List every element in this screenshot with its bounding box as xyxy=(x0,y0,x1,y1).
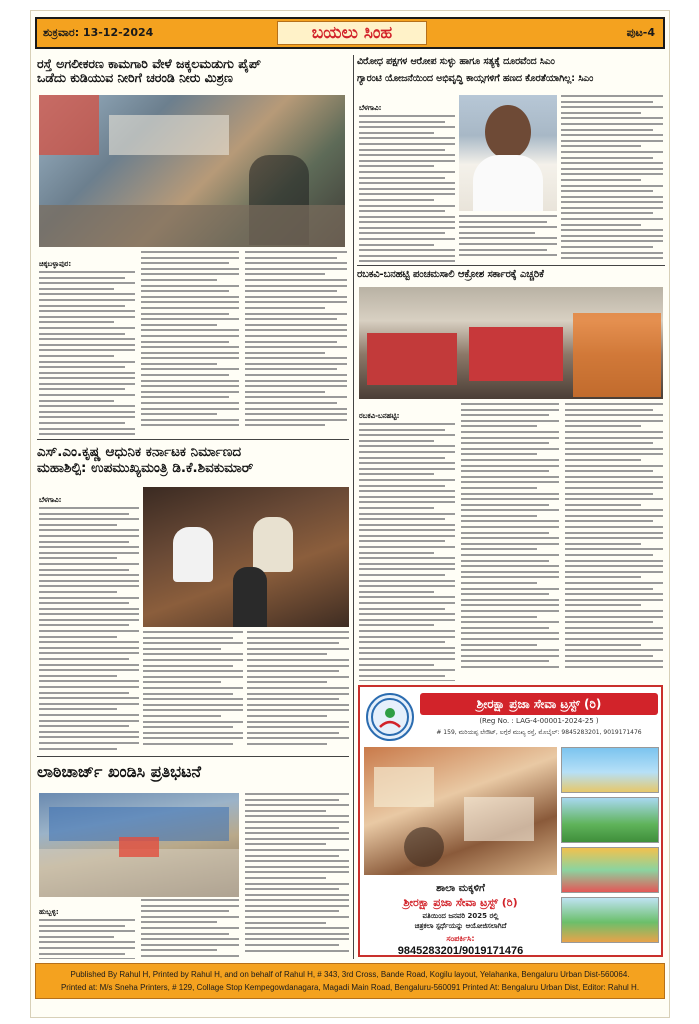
article-1-column-2 xyxy=(141,251,239,436)
page-number: ಪುಟ-4 xyxy=(626,26,655,39)
article-5-dateline: ಹುಬ್ಬಳ್ಳಿ: xyxy=(39,908,59,916)
ad-line-2: ಶ್ರೀರಕ್ಷಾ ಪ್ರಜಾ ಸೇವಾ ಟ್ರಸ್ಟ್ (ರಿ) xyxy=(403,896,518,909)
article-2-dateline: ಬೆಳಗಾವಿ: xyxy=(359,104,382,112)
article-5-column-3 xyxy=(245,793,349,959)
masthead xyxy=(35,17,665,49)
ad-line-1: ಶಾಲಾ ಮಕ್ಕಳಿಗೆ xyxy=(436,883,485,894)
ad-registration: (Reg No. : LAG-4-00001-2024-25 ) xyxy=(479,717,599,725)
article-1-column-1 xyxy=(39,251,135,436)
ad-painting-4 xyxy=(561,897,659,943)
divider xyxy=(37,439,349,440)
article-4-headline xyxy=(37,445,349,476)
ad-painting-3 xyxy=(561,847,659,893)
column-divider xyxy=(353,55,354,959)
article-5-headline: ಲಾಠಿಚಾರ್ಜ್ ಖಂಡಿಸಿ ಪ್ರತಿಭಟನೆ xyxy=(37,762,202,781)
ad-address: # 159, ಮರಿಯಪ್ಪ ಲೇಔಟ್, ಲಗ್ಗೆರೆ ಮುಖ್ಯ ರಸ್ತೆ, ಮೊಬೈಲ್: 9845283201, 9019171476 xyxy=(436,729,642,736)
article-5-column-1 xyxy=(39,899,135,959)
cm-photo xyxy=(459,95,557,211)
article-2-headline-line1: ವಿರೋಧ ಪಕ್ಷಗಳ ಆರೋಪ ಸುಳ್ಳು ಹಾಗೂ ಸತ್ಯಕ್ಕೆ ದೂರವೆಂದ ಸಿಎಂ xyxy=(357,56,555,67)
article-3-headline: ರಬಕವಿ-ಬನಹಟ್ಟಿ ಪಂಚಮಸಾಲಿ ಆಕ್ರೋಶ ಸರ್ಕಾರಕ್ಕೆ ಎಚ್ಚರಿಕೆ xyxy=(357,269,544,280)
article-4-headline-line2: ಮಹಾಶಿಲ್ಪಿ: ಉಪಮುಖ್ಯಮಂತ್ರಿ ಡಿ.ಕೆ.ಶಿವಕುಮಾರ್ xyxy=(37,459,254,476)
article-3-column-3 xyxy=(565,403,663,681)
article-1-headline-line1: ರಸ್ತೆ ಅಗಲೀಕರಣ ಕಾಮಗಾರಿ ವೇಳೆ ಜಕ್ಕಲಮಡುಗು ಪೈಪ್ xyxy=(37,56,261,71)
article-5-photo xyxy=(39,793,239,897)
article-2-column-3 xyxy=(561,95,663,263)
ad-title: ಶ್ರೀರಕ್ಷಾ ಪ್ರಜಾ ಸೇವಾ ಟ್ರಸ್ಟ್ (ರಿ) xyxy=(420,693,658,715)
article-1-headline-line2: ಒಡೆದು ಕುಡಿಯುವ ನೀರಿಗೆ ಚರಂಡಿ ನೀರು ಮಿಶ್ರಣ xyxy=(37,70,233,86)
trust-logo-icon xyxy=(366,693,414,741)
article-3-column-1 xyxy=(359,403,455,681)
ad-line-3: ವತಿಯಿಂದ ಜನವರಿ 2025 ರಲ್ಲಿ xyxy=(422,912,499,920)
ad-painting-2 xyxy=(561,797,659,843)
article-3-dateline: ರಬಕವಿ-ಬನಹಟ್ಟಿ: xyxy=(359,412,400,420)
article-4-photo xyxy=(143,487,349,627)
article-1-column-3 xyxy=(245,251,347,436)
article-1-dateline: ಚಿಕ್ಕಬಳ್ಳಾಪುರ: xyxy=(39,260,72,268)
ad-contact-label: ಸಂಪರ್ಕಿಸಿ: xyxy=(446,934,475,943)
divider xyxy=(37,756,349,757)
article-4-column-1 xyxy=(39,487,139,752)
imprint-footer xyxy=(35,963,665,999)
article-2-headline xyxy=(357,57,665,84)
article-3-photo xyxy=(359,287,663,399)
trust-advertisement xyxy=(358,685,663,957)
imprint-line-1: Published By Rahul H, Printed by Rahul H, and on behalf of Rahul H, # 343, 3rd Cross, Bande Road, Kogilu layout, Yelahanka, Bengaluru Urban Dist-560064. xyxy=(70,970,630,979)
ad-phone-number: 9845283201/9019171476 xyxy=(397,945,524,957)
article-4-dateline: ಬೆಳಗಾವಿ: xyxy=(39,496,62,504)
ad-painting-1 xyxy=(561,747,659,793)
newspaper-title: ಬಯಲು ಸಿಂಹ xyxy=(277,21,427,45)
issue-date: ಶುಕ್ರವಾರ: 13-12-2024 xyxy=(43,26,154,39)
article-2-column-1 xyxy=(359,95,455,263)
article-1-headline xyxy=(37,57,349,86)
article-3-column-2 xyxy=(461,403,559,681)
article-2-column-2 xyxy=(459,215,557,263)
article-1-photo xyxy=(39,95,345,247)
article-2-headline-line2: ಗ್ಯಾರಂಟಿ ಯೋಜನೆಯಿಂದ ಅಭಿವೃದ್ಧಿ ಕಾಯ್ಗಗಳಿಗೆ ಹಣದ ಕೊರತೆಯಾಗಿಲ್ಲ: ಸಿಎಂ xyxy=(357,72,594,84)
ad-copy xyxy=(364,879,557,955)
article-4-column-2 xyxy=(143,631,243,751)
ad-line-4: ಚಿತ್ರಕಲಾ ಸ್ಪರ್ಧೆಯನ್ನು ಆಯೋಜಿಸಲಾಗಿದೆ xyxy=(414,922,507,930)
article-5-column-2 xyxy=(141,899,239,959)
ad-drawing-photo xyxy=(364,747,557,875)
newspaper-page xyxy=(30,10,670,1018)
article-4-column-3 xyxy=(247,631,349,751)
divider xyxy=(357,265,665,266)
imprint-line-2: Printed at: M/s Sneha Printers, # 129, Collage Stop Kempegowdanagara, Magadi Main Road, Bengaluru-560091 Printed At: Bengaluru Urban Dist, Editor: Rahul H. xyxy=(60,983,640,992)
article-4-headline-line1: ಎಸ್.ಎಂ.ಕೃಷ್ಣ ಆಧುನಿಕ ಕರ್ನಾಟಕ ನಿರ್ಮಾಣದ xyxy=(37,444,242,460)
